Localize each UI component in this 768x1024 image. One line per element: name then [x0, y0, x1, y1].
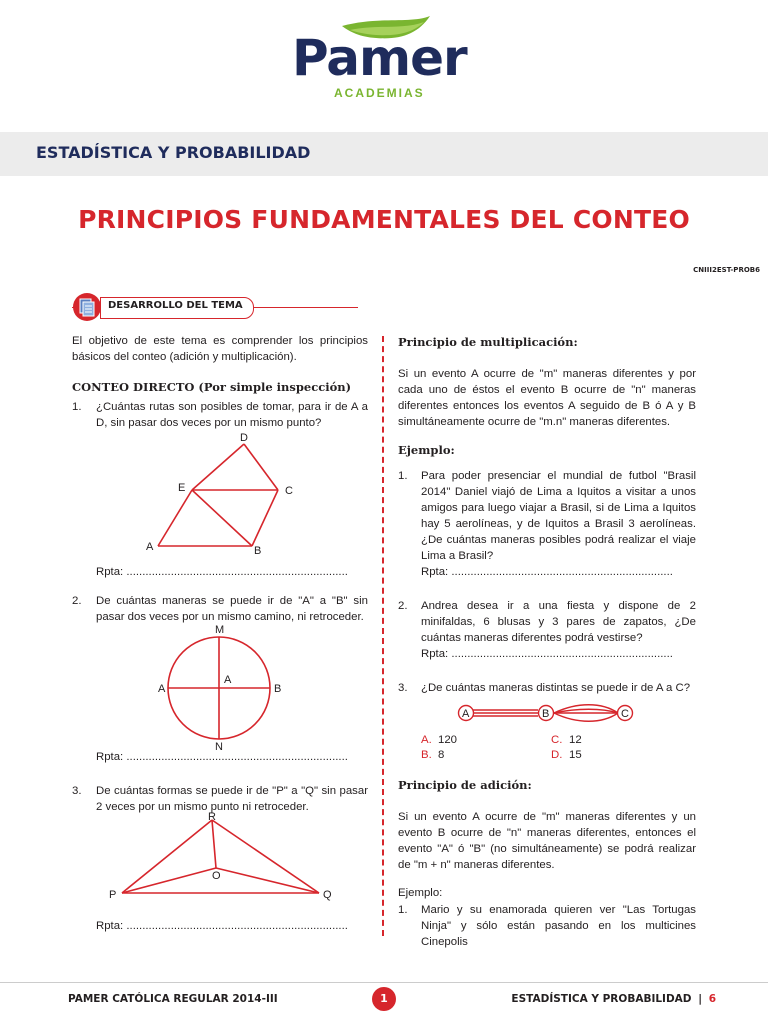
example2-heading: Ejemplo: — [398, 887, 443, 899]
e3-text: ¿De cuántas maneras distintas se puede ir de A a C? — [421, 682, 691, 694]
footer-course: PAMER CATÓLICA REGULAR 2014-III — [68, 993, 278, 1005]
q2-label-a: A — [158, 683, 166, 695]
e3-diagram — [452, 700, 642, 726]
q2-label-a-center: A — [224, 674, 232, 686]
footer-subject: ESTADÍSTICA Y PROBABILIDAD — [511, 993, 692, 1005]
rpta-e1: Rpta: ...................................................................... — [421, 566, 673, 578]
q3-text: De cuántas formas se puede ir de "P" a "Q" sin pasar 2 veces por un mismo punto ni retroceder. — [96, 785, 368, 813]
footer-separator: | — [698, 993, 703, 1005]
option-a-value: 120 — [438, 734, 458, 746]
addition-text: Si un evento A ocurre de "m" maneras diferentes y un evento B ocurre de "n" maneras diferentes, entonces el evento "A" ó "B" (no simultáneamente) se podrá realizar de "m + n" maneras diferentes. — [398, 811, 696, 871]
column-divider — [382, 336, 384, 936]
addition-heading: Principio de adición: — [398, 778, 532, 792]
e3-label-a: A — [462, 708, 470, 720]
e1-text: Para poder presenciar el mundial de futbol "Brasil 2014" Daniel viajó de Lima a Iquitos a visitar a unos amigos para luego viajar a Brasil, si de Lima a Iquitos hay 5 aerolíneas, y de Iquitos a Brasil 3 aerolíneas. ¿De cuántas maneras posibles podrá realizar el viaje Lima a Brasil? — [421, 470, 696, 562]
e3-label-c: C — [621, 708, 629, 720]
brand-subtitle: ACADEMIAS — [334, 86, 425, 100]
example-heading: Ejemplo: — [398, 443, 455, 457]
section-tag-label: DESARROLLO DEL TEMA — [108, 300, 243, 311]
intro-text: El objetivo de este tema es comprender los principios básicos del conteo (adición y multiplicación). — [72, 335, 368, 363]
q3-number: 3. — [72, 785, 82, 797]
brand-name: Pamer — [292, 29, 467, 87]
footer-page-number: 6 — [708, 993, 716, 1005]
rpta-e2: Rpta: ...................................................................... — [421, 648, 673, 660]
e3-number: 3. — [398, 682, 408, 694]
rpta-1: Rpta: ...................................................................... — [96, 566, 348, 578]
q1-label-a: A — [146, 541, 154, 553]
q1-vertex-labels — [146, 432, 293, 556]
rpta-2: Rpta: ...................................................................... — [96, 751, 348, 763]
option-d-value: 15 — [569, 749, 582, 761]
footer-page-badge: 1 — [372, 987, 396, 1011]
document-code: CNIII2EST-PROB6 — [693, 266, 760, 274]
option-d-letter: D. — [551, 749, 563, 761]
documents-icon — [72, 292, 102, 322]
q1-diagram — [140, 430, 310, 556]
e2-number: 2. — [398, 600, 408, 612]
e1-number: 1. — [398, 470, 408, 482]
a1-number: 1. — [398, 904, 408, 916]
page-title: PRINCIPIOS FUNDAMENTALES DEL CONTEO — [78, 205, 690, 234]
option-b-letter: B. — [421, 749, 432, 761]
q3-label-o: O — [212, 870, 221, 882]
footer-right-group — [511, 993, 716, 1005]
q3-label-q: Q — [323, 889, 332, 901]
q3-label-r: R — [208, 811, 216, 823]
subject-heading: ESTADÍSTICA Y PROBABILIDAD — [36, 143, 311, 162]
q2-label-m: M — [215, 624, 225, 636]
q1-label-c: C — [285, 485, 293, 497]
conteo-directo-heading: CONTEO DIRECTO (Por simple inspección) — [72, 380, 352, 394]
option-b-value: 8 — [438, 749, 445, 761]
e2-text: Andrea desea ir a una fiesta y dispone de 2 minifaldas, 6 blusas y 3 pares de zapatos, ¿De cuántas maneras diferentes podrá vestirse? — [421, 600, 696, 644]
q2-label-n: N — [215, 741, 223, 752]
q2-diagram — [152, 620, 292, 752]
q3-label-p: P — [109, 889, 117, 901]
option-a-letter: A. — [421, 734, 432, 746]
q1-number: 1. — [72, 401, 82, 413]
q2-text: De cuántas maneras se puede ir de "A" a "B" sin pasar dos veces por un mismo camino, ni retroceder. — [96, 595, 368, 623]
q2-number: 2. — [72, 595, 82, 607]
e3-label-b: B — [542, 708, 550, 720]
option-c-value: 12 — [569, 734, 582, 746]
multiplication-heading: Principio de multiplicación: — [398, 335, 578, 349]
multiplication-text: Si un evento A ocurre de "m" maneras diferentes y por cada uno de éstos el evento B ocurre de "n" maneras diferentes entonces los eventos A seguido de B ó A y B simultáneamente ocurre de "m.n" maneras diferentes. — [398, 368, 696, 428]
q2-label-b: B — [274, 683, 282, 695]
rpta-3: Rpta: ...................................................................... — [96, 920, 348, 932]
q1-label-e: E — [178, 482, 186, 494]
q1-label-b: B — [254, 545, 262, 556]
a1-text: Mario y su enamorada quieren ver "Las Tortugas Ninja" y sólo están pasando en los multicines Cinepolis — [421, 904, 696, 948]
footer-rule — [0, 982, 768, 983]
q1-text: ¿Cuántas rutas son posibles de tomar, para ir de A a D, sin pasar dos veces por un mismo punto? — [96, 401, 368, 429]
tag-rule-spacer — [382, 307, 692, 308]
q3-diagram — [104, 808, 344, 904]
option-c-letter: C. — [551, 734, 563, 746]
q1-label-d: D — [240, 432, 248, 444]
